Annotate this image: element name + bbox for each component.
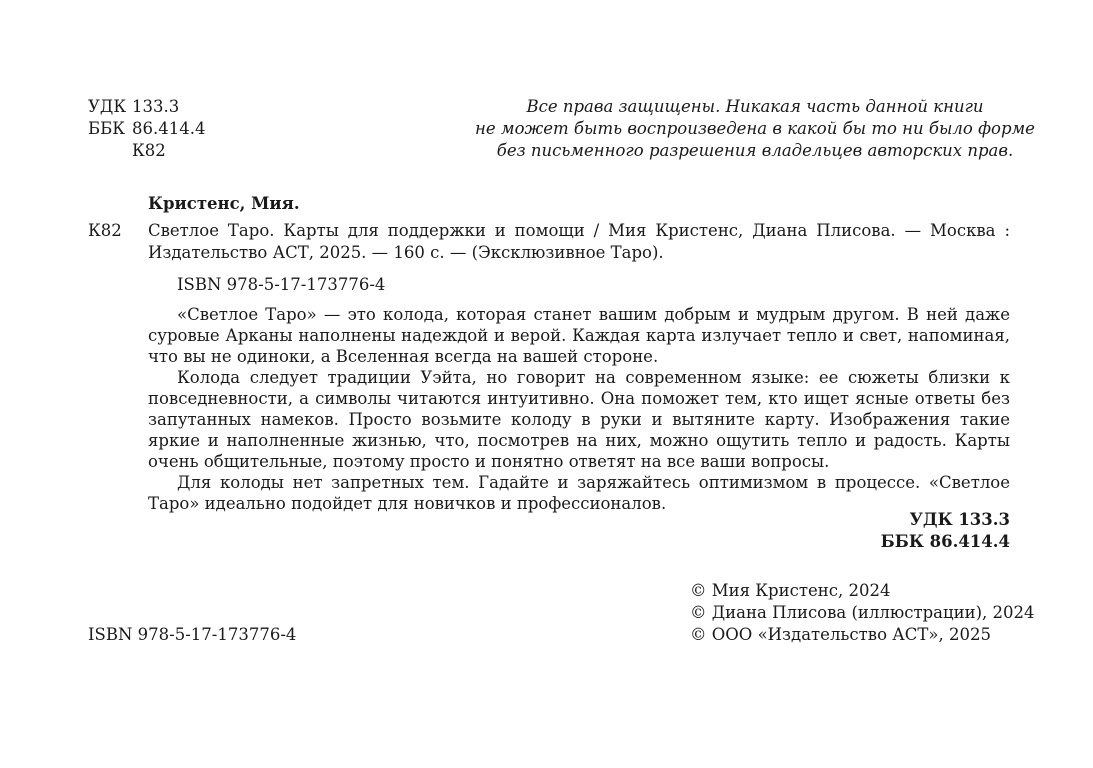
footer-udk: УДК 133.3	[909, 510, 1010, 529]
rights-line: Все права защищены. Никакая часть данной книги	[526, 97, 984, 116]
copyright-line: © Мия Кристенс, 2024	[690, 581, 891, 600]
copyright-line: © ООО «Издательство АСТ», 2025	[690, 625, 991, 644]
footer-bbk: ББК 86.414.4	[880, 532, 1010, 551]
rights-notice	[440, 96, 1070, 162]
bbk-row	[88, 118, 205, 140]
isbn-bottom: ISBN 978-5-17-173776-4	[88, 625, 297, 644]
bbk-label: ББК	[88, 119, 126, 138]
author-mark: К82	[132, 141, 166, 160]
copyright-line: © Диана Плисова (иллюстрации), 2024	[690, 603, 1035, 622]
rights-line: без письменного разрешения владельцев авторских прав.	[496, 141, 1014, 160]
side-author-mark: К82	[88, 221, 122, 240]
bbk-value: 86.414.4	[132, 119, 206, 138]
classification-codes	[88, 96, 205, 162]
author-mark-row	[88, 140, 205, 162]
footer-codes	[881, 509, 1010, 553]
annotation-paragraph: Колода следует традиции Уэйта, но говорит на современном языке: ее сюжеты близки к повседневности, а символы читаются интуитивно. Она поможет тем, кто ищет ясные ответы без запутанных намеков. Просто возьмите колоду в руки и вытяните карту. Изображения такие яркие и наполненные жизнью, что, посмотрев на них, можно ощутить тепло и радость. Карты очень общительные, поэтому просто и понятно ответят на все ваши вопросы.	[148, 368, 1010, 471]
isbn-top: ISBN 978-5-17-173776-4	[177, 275, 386, 294]
rights-line: не может быть воспроизведена в какой бы то ни было форме	[475, 119, 1035, 138]
annotation-paragraph: «Светлое Таро» — это колода, которая станет вашим добрым и мудрым другом. В ней даже суровые Арканы наполнены надеждой и верой. Каждая карта излучает тепло и свет, напоминая, что вы не одиноки, а Вселенная всегда на вашей стороне.	[148, 305, 1010, 366]
udk-label: УДК	[88, 97, 127, 116]
annotation	[148, 304, 1010, 514]
author-heading: Кристенс, Мия.	[148, 194, 300, 213]
bibliographic-description: Светлое Таро. Карты для поддержки и помощи / Мия Кристенс, Диана Плисова. — Москва : Издательство АСТ, 2025. — 160 с. — (Эксклюзивное Таро).	[148, 221, 1010, 262]
annotation-paragraph: Для колоды нет запретных тем. Гадайте и заряжайтесь оптимизмом в процессе. «Светлое Таро» идеально подойдет для новичков и профессионалов.	[148, 473, 1010, 513]
copyright-block	[690, 580, 1035, 646]
udk-value: 133.3	[132, 97, 180, 116]
udk-row	[88, 96, 205, 118]
